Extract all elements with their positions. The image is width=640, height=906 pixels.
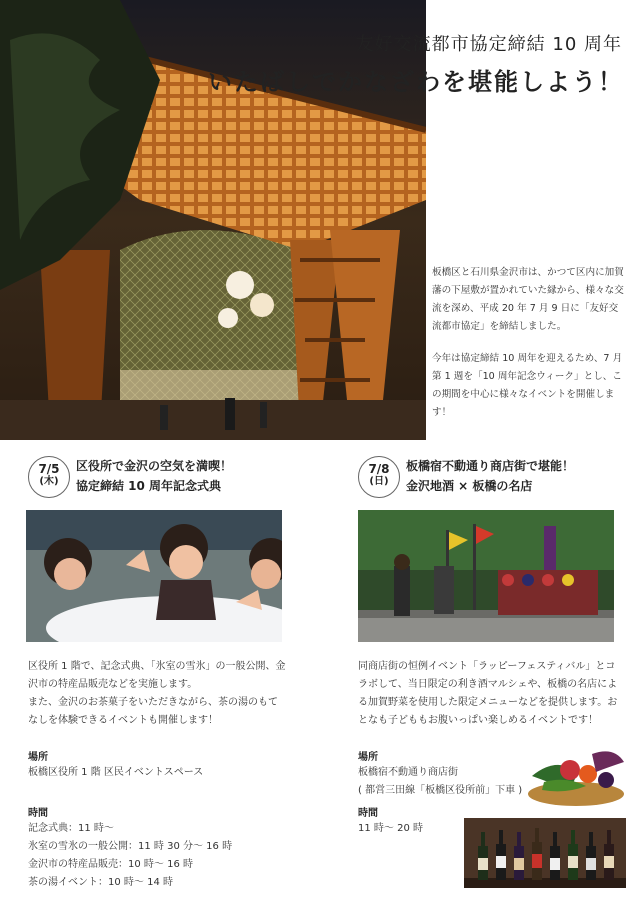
intro-text (432, 264, 626, 436)
place-line: 板橋宿不動通り商店街 (358, 767, 458, 778)
date-left: 7/5 (38, 462, 60, 476)
time-item: 金沢市の特産品販売：10 時〜 16 時 (28, 859, 193, 870)
hero-title: いたばしでかなざわを堪能しよう！ (208, 68, 624, 96)
sake-bottles-photo (464, 818, 626, 888)
event-left-title (76, 456, 232, 496)
event-left-times (28, 820, 232, 892)
event-right-description: 同商店街の恒例イベント「ラッピーフェスティバル」とコラボして、当日限定の利き酒マルシェや、板橋の名店による加賀野菜を使用した限定メニューなどを提供します。おとなも子どももお腹いっぱい楽しめるイベントです！ (358, 661, 618, 726)
event-left-time-label: 時間 (28, 808, 48, 819)
event-right-place-label: 場所 (358, 752, 378, 763)
weekday-left: (木) (39, 476, 59, 487)
date-badge-right (358, 456, 400, 498)
vegetables-photo (526, 736, 626, 806)
event-right-time-label: 時間 (358, 808, 378, 819)
event-left-description: 区役所 1 階で、記念式典、「氷室の雪氷」の一般公開、金沢市の特産品販売などを実施します。 また、金沢のお茶菓子をいただきながら、茶の湯のもてなしを体験できるイベントも開催します！ (28, 661, 286, 726)
time-item: 記念式典：11 時〜 (28, 823, 114, 834)
event-right-title-line1: 板橋宿不動通り商店街で堪能！ (406, 459, 575, 473)
event-right-title-line2: 金沢地酒 × 板橋の名店 (406, 479, 533, 493)
event-right-place (358, 764, 522, 800)
event-left-title-line2: 協定締結 10 周年記念式典 (76, 479, 222, 493)
festival-parade-photo (358, 510, 614, 642)
date-right: 7/8 (368, 462, 390, 476)
time-item: 茶の湯イベント：10 時〜 14 時 (28, 877, 173, 888)
intro-paragraph-1: 板橋区と石川県金沢市は、かつて区内に加賀藩の下屋敷が置かれていた縁から、様々な交流を深め、平成 20 年 7 月 9 日に「友好交流都市協定」を締結しました。 (432, 267, 624, 332)
place-line: ( 都営三田線「板橋区役所前」下車 ) (358, 785, 523, 796)
event-left-place-label: 場所 (28, 752, 48, 763)
event-right-title (406, 456, 574, 496)
date-badge-left (28, 456, 70, 498)
hero-subtitle: 友好交流都市協定締結 10 周年 (355, 34, 622, 55)
intro-paragraph-2: 今年は協定締結 10 周年を迎えるため、7 月第 1 週を「10 周年記念ウィーク」とし、この期間を中心に様々なイベントを開催します！ (432, 353, 623, 418)
event-left-place: 板橋区役所 1 階 区民イベントスペース (28, 767, 204, 778)
weekday-right: (日) (369, 476, 389, 487)
event-right-time: 11 時〜 20 時 (358, 823, 423, 834)
time-item: 氷室の雪氷の一般公開：11 時 30 分〜 16 時 (28, 841, 233, 852)
children-snow-photo (26, 510, 282, 642)
hero-section (0, 0, 640, 440)
event-left-title-line1: 区役所で金沢の空気を満喫！ (76, 459, 233, 473)
